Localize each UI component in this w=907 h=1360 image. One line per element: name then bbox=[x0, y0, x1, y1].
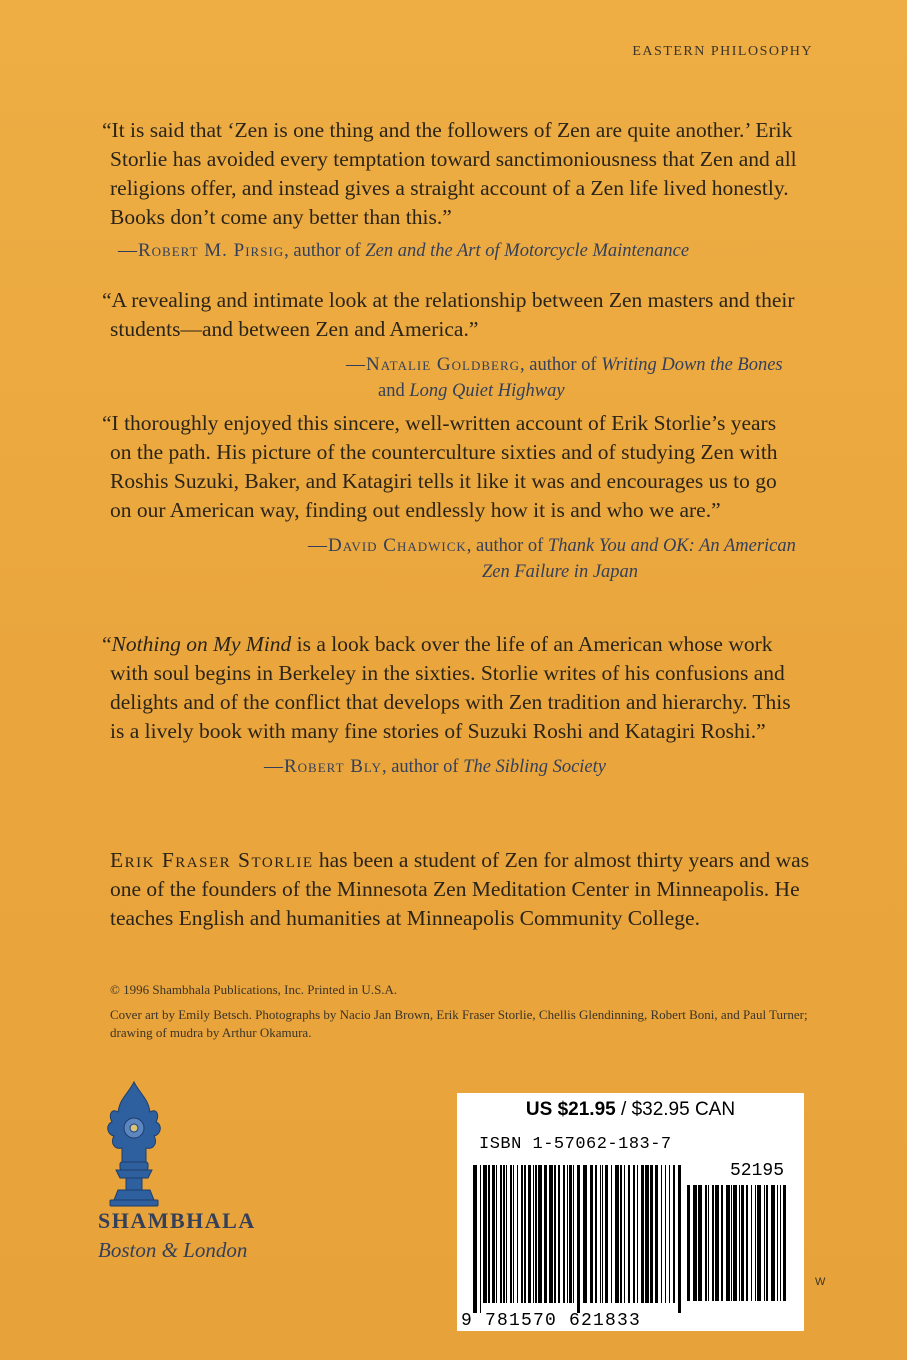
barcode-bar bbox=[521, 1165, 523, 1303]
addon-barcode-icon bbox=[687, 1185, 787, 1311]
barcode-bar bbox=[687, 1185, 690, 1301]
barcode-bar bbox=[620, 1165, 622, 1303]
barcode-bar bbox=[624, 1165, 625, 1303]
barcode-bar bbox=[669, 1165, 670, 1303]
blurb-book-title: Zen and the Art of Motorcycle Maintenance bbox=[365, 241, 690, 261]
barcode-bar bbox=[517, 1165, 518, 1303]
price-can: $32.95 CAN bbox=[631, 1099, 736, 1120]
barcode-bar bbox=[726, 1185, 730, 1301]
barcode-bar bbox=[751, 1185, 752, 1301]
blurb-quote: “It is said that ‘Zen is one thing and the followers of Zen are quite another.’ Erik Storlie has avoided every temptation toward sanctimoniousness that Zen and all religions offer, and instead gives a straight account of a Zen life lived honestly. Books don’t come any better than this.” bbox=[102, 118, 797, 229]
blurb-book-title-2: Zen Failure in Japan bbox=[482, 562, 639, 582]
copyright-notice: © 1996 Shambhala Publications, Inc. Printed in U.S.A. bbox=[110, 982, 398, 997]
barcode-bar bbox=[615, 1165, 619, 1303]
shambhala-logo-icon bbox=[98, 1078, 170, 1210]
barcode-bar bbox=[764, 1185, 765, 1301]
barcode-bar bbox=[661, 1165, 662, 1303]
barcode-bar bbox=[590, 1165, 593, 1303]
price-label: US $21.95 / $32.95 CAN bbox=[525, 1099, 736, 1120]
barcode-bar bbox=[755, 1185, 756, 1301]
blurb-author: —Natalie Goldberg bbox=[346, 354, 521, 375]
barcode-bar bbox=[746, 1185, 748, 1301]
barcode-bar bbox=[757, 1185, 761, 1301]
blurb-bly bbox=[102, 630, 800, 780]
blurb-book-title: The Sibling Society bbox=[463, 757, 606, 777]
blurb-book-title-2: Long Quiet Highway bbox=[409, 381, 565, 401]
barcode-bar bbox=[705, 1185, 707, 1301]
barcode-bar bbox=[506, 1165, 507, 1303]
blurb-role: , author of bbox=[284, 241, 366, 261]
barcode-bar bbox=[721, 1185, 723, 1301]
barcode-bar bbox=[645, 1165, 649, 1303]
barcode-bar bbox=[708, 1185, 709, 1301]
blurb-joiner: and bbox=[378, 381, 410, 401]
publisher-name: SHAMBHALA bbox=[98, 1208, 256, 1233]
barcode-bar bbox=[563, 1165, 565, 1303]
barcode-bar bbox=[538, 1165, 542, 1303]
barcode-bar bbox=[524, 1165, 526, 1303]
barcode-bar bbox=[483, 1165, 487, 1303]
barcode-bar bbox=[783, 1185, 786, 1301]
barcode-panel bbox=[457, 1093, 804, 1331]
barcode-bar bbox=[611, 1165, 612, 1303]
barcode-bar bbox=[733, 1185, 737, 1301]
blurb-attribution bbox=[110, 533, 800, 585]
blurb-attribution bbox=[110, 754, 800, 780]
barcode-bar bbox=[496, 1165, 497, 1303]
blurb-quote-title: Nothing on My Mind bbox=[111, 632, 292, 656]
barcode-bar bbox=[605, 1165, 608, 1303]
barcode-bar bbox=[513, 1165, 514, 1303]
isbn-number: ISBN 1-57062-183-7 bbox=[479, 1135, 672, 1154]
barcode-bar bbox=[480, 1165, 481, 1313]
barcode-bar bbox=[567, 1165, 568, 1303]
barcode-bar bbox=[510, 1165, 512, 1303]
barcode-bar bbox=[595, 1165, 597, 1303]
barcode-bar bbox=[577, 1165, 580, 1313]
barcode-bar bbox=[544, 1165, 547, 1303]
credits-text: Cover art by Emily Betsch. Photographs by Nacio Jan Brown, Erik Fraser Storlie, Chellis Glendinning, Robert Boni, and Paul Turner; drawing of mudra by Arthur Okamura. bbox=[110, 1007, 808, 1040]
barcode-bar bbox=[488, 1165, 490, 1303]
blurb-quote: “I thoroughly enjoyed this sincere, well-written account of Erik Storlie’s years on the path. His picture of the counterculture sixties and of studying Zen with Roshis Suzuki, Baker, and Katagiri tells it like it was and encourages us to go on our American way, finding out endlessly how it is and who we are.” bbox=[102, 411, 778, 522]
blurb-role: , author of bbox=[381, 757, 464, 777]
blurb-role: , author of bbox=[520, 355, 602, 375]
barcode-bar bbox=[558, 1165, 560, 1303]
barcode-bar bbox=[633, 1165, 635, 1303]
ean-barcode-icon bbox=[473, 1165, 683, 1313]
barcode-bar bbox=[665, 1165, 666, 1303]
barcode-bar bbox=[573, 1165, 574, 1303]
barcode-bar bbox=[698, 1185, 702, 1301]
author-name: Erik Fraser Storlie bbox=[110, 848, 314, 872]
author-bio bbox=[110, 846, 810, 933]
barcode-bar bbox=[650, 1165, 653, 1303]
barcode-bar bbox=[569, 1165, 572, 1303]
blurb-author: —Robert M. Pirsig bbox=[118, 240, 285, 261]
barcode-bar bbox=[637, 1165, 638, 1303]
blurb-pirsig bbox=[102, 116, 800, 264]
barcode-bar bbox=[583, 1165, 587, 1303]
blurb-goldberg bbox=[102, 286, 800, 404]
barcode-bar bbox=[641, 1165, 644, 1303]
blurb-book-title: Thank You and OK: An American bbox=[547, 536, 796, 556]
author-bio-text: has been a student of Zen for almost thirty years and was one of the founders of the Minnesota Zen Meditation Center in Minneapolis. He teaches English and humanities at Minneapolis Community College. bbox=[110, 848, 810, 930]
barcode-bar bbox=[766, 1185, 768, 1301]
barcode-bar bbox=[780, 1185, 781, 1301]
barcode-bar bbox=[777, 1185, 778, 1301]
category-label: EASTERN PHILOSOPHY bbox=[632, 44, 813, 59]
barcode-bar bbox=[741, 1185, 744, 1301]
blurb-attribution bbox=[110, 238, 800, 264]
blurb-quote: “A revealing and intimate look at the relationship between Zen masters and their students—and between Zen and America.” bbox=[102, 288, 795, 341]
publisher-location: Boston & London bbox=[98, 1238, 248, 1262]
barcode-bar bbox=[500, 1165, 502, 1303]
addon-number: 52195 bbox=[729, 1161, 784, 1181]
barcode-bar bbox=[731, 1185, 732, 1301]
barcode-bar bbox=[535, 1165, 537, 1303]
ean-digits: 9 781570 621833 bbox=[461, 1311, 642, 1331]
barcode-bar bbox=[628, 1165, 630, 1303]
blurb-chadwick bbox=[102, 409, 800, 585]
barcode-bar bbox=[554, 1165, 556, 1303]
blurb-quote: “Nothing on My Mind is a look back over the life of an American whose work with soul begins in Berkeley in the sixties. Storlie writes of his confusions and delights and of the conflict that develops with Zen tradition and hierarchy. This is a lively book with many fine stories of Suzuki Roshi and Katagiri Roshi.” bbox=[102, 632, 791, 743]
blurb-role: , author of bbox=[466, 536, 548, 556]
price-us: US $21.95 bbox=[525, 1099, 616, 1120]
barcode-bar bbox=[739, 1185, 740, 1301]
barcode-bar bbox=[503, 1165, 505, 1303]
barcode-bar bbox=[673, 1165, 675, 1303]
barcode-bar bbox=[528, 1165, 531, 1303]
blurb-attribution bbox=[110, 352, 800, 404]
corner-mark: W bbox=[815, 1276, 826, 1288]
blurb-author: —David Chadwick bbox=[308, 535, 467, 556]
barcode-bar bbox=[602, 1165, 603, 1303]
barcode-bar bbox=[600, 1165, 601, 1303]
blurb-book-title: Writing Down the Bones bbox=[601, 355, 783, 375]
barcode-bar bbox=[712, 1185, 714, 1301]
barcode-bar bbox=[533, 1165, 534, 1303]
barcode-bar bbox=[678, 1165, 681, 1313]
barcode-bar bbox=[715, 1185, 719, 1301]
barcode-bar bbox=[693, 1185, 697, 1301]
barcode-bar bbox=[492, 1165, 495, 1303]
barcode-bar bbox=[473, 1165, 477, 1313]
barcode-bar bbox=[655, 1165, 658, 1303]
blurb-author: —Robert Bly bbox=[264, 756, 382, 777]
barcode-bar bbox=[549, 1165, 553, 1303]
barcode-bar bbox=[771, 1185, 775, 1301]
